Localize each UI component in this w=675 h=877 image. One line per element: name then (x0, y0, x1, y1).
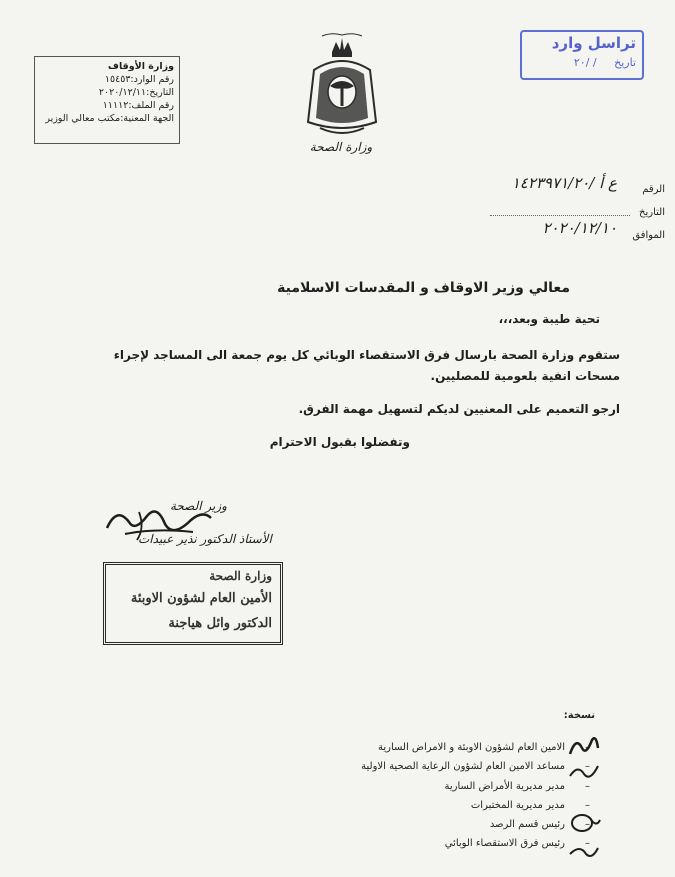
received-stamp-line: التاريخ:٢٠٢٠/١٢/١١ (98, 87, 174, 98)
incoming-mail-stamp-date (574, 56, 636, 69)
received-stamp-line: وزارة الأوقاف (107, 61, 174, 72)
bullet-dash-icon: – (585, 781, 590, 792)
incoming-mail-stamp-date-value: / /٢٠ (573, 56, 597, 69)
bullet-dash-icon: – (585, 761, 590, 772)
incoming-mail-stamp-title: تراسل وارد (551, 34, 636, 52)
official-stamp-line-2: الأمين العام لشؤون الاوبئة (130, 591, 272, 606)
reference-corresponding-value: ٢٠٢٠/١٢/١٠ (542, 219, 617, 237)
reference-number-value: ع أ /١٤٢٣٩٧١/٢٠ (511, 174, 617, 192)
reference-date-label: التاريخ (639, 207, 665, 218)
copy-recipient: رئيس قسم الرصد (489, 819, 565, 830)
letter-paragraph-1: ستقوم وزارة الصحة بارسال فرق الاستقصاء الوبائي كل يوم جمعة الى المساجد لإجراء مسحات انفية بلعومية للمصليين. (113, 348, 620, 383)
official-stamp-line-3: الدكتور وائل هياجنة (168, 616, 272, 631)
letter-recipient: معالي وزير الاوقاف و المقدسات الاسلامية (277, 280, 570, 296)
copies-label: نسخة: (563, 710, 595, 721)
letter-greeting: تحية طيبة وبعد،،، (498, 312, 600, 326)
copy-recipient: مدير مديرية المختبرات (470, 800, 565, 811)
received-stamp-line: الجهة المعنية:مكتب معالي الوزير (45, 113, 174, 124)
initial-mark-icon (566, 836, 602, 866)
received-stamp-line: رقم الوارد:١٥٤٥٣ (104, 74, 174, 85)
bullet-dash-icon: – (585, 838, 590, 849)
official-stamp (103, 562, 283, 645)
bullet-dash-icon: – (585, 742, 590, 753)
bullet-dash-icon: – (585, 800, 590, 811)
received-stamp (34, 56, 180, 144)
signatory-name: الأستاذ الدكتور نذير عبيدات (138, 532, 272, 546)
initial-mark-icon (566, 758, 602, 788)
reference-divider (490, 215, 630, 216)
letter-closing: وتفضلوا بقبول الاحترام (269, 435, 410, 449)
letter-paragraph-2: ارجو التعميم على المعنيين لديكم لتسهيل مهمة الفرق. (298, 402, 620, 416)
copy-recipient: مساعد الامين العام لشؤون الرعاية الصحية الاولية (361, 761, 565, 772)
incoming-mail-stamp-date-label: تاريخ (614, 56, 636, 69)
incoming-mail-stamp (520, 30, 644, 80)
bullet-dash-icon: – (585, 819, 590, 830)
reference-number-label: الرقم (642, 184, 665, 195)
ministry-caption: وزارة الصحة (309, 140, 373, 154)
reference-corresponding-label: الموافق (632, 230, 665, 241)
received-stamp-line: رقم الملف:١١١١٢ (102, 100, 174, 111)
official-stamp-line-1: وزارة الصحة (209, 569, 272, 583)
copy-recipient: رئيس فرق الاستقصاء الوبائي (444, 838, 565, 849)
signatory-title: وزير الصحة (170, 499, 227, 513)
copy-recipient: الامين العام لشؤون الاوبئة و الامراض السارية (377, 742, 565, 753)
copy-recipient: مدير مديرية الأمراض السارية (444, 781, 565, 792)
